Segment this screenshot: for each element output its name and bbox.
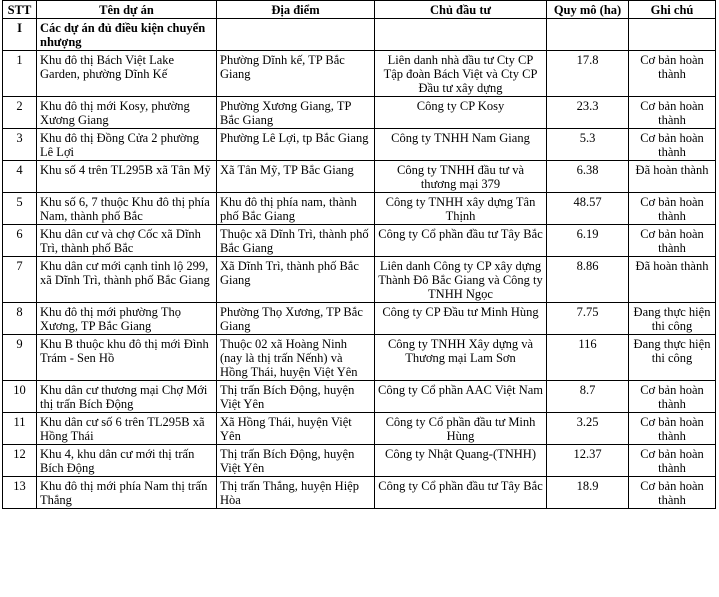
column-header-name: Tên dự án [37,1,217,19]
cell-place: Thuộc xã Dĩnh Trì, thành phố Bắc Giang [217,225,375,257]
cell-investor: Công ty Cổ phần AAC Việt Nam [375,381,547,413]
cell-scale: 6.19 [547,225,629,257]
table-header [3,1,716,19]
cell-name: Khu dân cư và chợ Cốc xã Dĩnh Trì, thành phố Bắc [37,225,217,257]
cell-stt: 9 [3,335,37,381]
cell-place: Thị trấn Thắng, huyện Hiệp Hòa [217,477,375,509]
cell-investor: Công ty TNHH xây dựng Tân Thịnh [375,193,547,225]
column-header-note: Ghi chú [629,1,716,19]
cell-name: Khu dân cư số 6 trên TL295B xã Hồng Thái [37,413,217,445]
cell-name: Khu dân cư thương mại Chợ Mới thị trấn Bích Động [37,381,217,413]
cell-investor: Công ty Cổ phần đầu tư Tây Bắc [375,477,547,509]
table-row [3,445,716,477]
cell-stt: 4 [3,161,37,193]
cell-note: Cơ bản hoàn thành [629,225,716,257]
cell-investor: Công ty Cổ phần đầu tư Tây Bắc [375,225,547,257]
table-row [3,129,716,161]
cell-name: Khu đô thị Bách Việt Lake Garden, phường Dĩnh Kế [37,51,217,97]
column-header-stt: STT [3,1,37,19]
cell-place: Thị trấn Bích Động, huyện Việt Yên [217,445,375,477]
cell-place: Phường Xương Giang, TP Bắc Giang [217,97,375,129]
cell-stt: 1 [3,51,37,97]
cell-stt: 6 [3,225,37,257]
cell-note: Cơ bản hoàn thành [629,477,716,509]
cell-scale: 12.37 [547,445,629,477]
table-row [3,51,716,97]
cell-place: Thị trấn Bích Động, huyện Việt Yên [217,381,375,413]
cell-investor: Công ty TNHH đầu tư và thương mại 379 [375,161,547,193]
table-row [3,97,716,129]
cell-scale: 18.9 [547,477,629,509]
cell-place: Thuộc 02 xã Hoàng Ninh (nay là thị trấn Nếnh) và Hồng Thái, huyện Việt Yên [217,335,375,381]
cell-investor [375,19,547,51]
cell-name: Khu đô thị mới phía Nam thị trấn Thắng [37,477,217,509]
cell-investor: Liên danh Công ty CP xây dựng Thành Đô Bắc Giang và Công ty TNHH Ngọc [375,257,547,303]
cell-place: Xã Tân Mỹ, TP Bắc Giang [217,161,375,193]
cell-name: Khu đô thị mới Kosy, phường Xương Giang [37,97,217,129]
cell-stt: 13 [3,477,37,509]
cell-place: Xã Hồng Thái, huyện Việt Yên [217,413,375,445]
cell-name: Khu đô thị mới phường Thọ Xương, TP Bắc Giang [37,303,217,335]
cell-stt: 10 [3,381,37,413]
cell-stt: 2 [3,97,37,129]
cell-stt: 8 [3,303,37,335]
table-row [3,303,716,335]
cell-scale: 7.75 [547,303,629,335]
cell-note: Đang thực hiện thi công [629,335,716,381]
table-row [3,161,716,193]
column-header-place: Địa điểm [217,1,375,19]
cell-name: Khu dân cư mới cạnh tỉnh lộ 299, xã Dĩnh Trì, thành phố Bắc Giang [37,257,217,303]
cell-name: Khu B thuộc khu đô thị mới Đình Trám - Sen Hồ [37,335,217,381]
cell-stt: 3 [3,129,37,161]
cell-note: Cơ bản hoàn thành [629,97,716,129]
cell-place: Phường Lê Lợi, tp Bắc Giang [217,129,375,161]
cell-investor: Công ty CP Đầu tư Minh Hùng [375,303,547,335]
cell-name: Khu đô thị Đồng Cửa 2 phường Lê Lợi [37,129,217,161]
table-header-row [3,1,716,19]
table-row [3,19,716,51]
cell-stt: 11 [3,413,37,445]
cell-place: Phường Thọ Xương, TP Bắc Giang [217,303,375,335]
cell-note: Cơ bản hoàn thành [629,129,716,161]
column-header-investor: Chủ đầu tư [375,1,547,19]
table-row [3,225,716,257]
cell-scale: 8.7 [547,381,629,413]
cell-note: Cơ bản hoàn thành [629,413,716,445]
cell-stt: I [3,19,37,51]
cell-scale: 5.3 [547,129,629,161]
cell-stt: 12 [3,445,37,477]
cell-scale [547,19,629,51]
cell-note: Đang thực hiện thi công [629,303,716,335]
cell-investor: Công ty TNHH Nam Giang [375,129,547,161]
cell-scale: 6.38 [547,161,629,193]
cell-name: Các dự án đủ điều kiện chuyển nhượng [37,19,217,51]
cell-place: Xã Dĩnh Trì, thành phố Bắc Giang [217,257,375,303]
cell-scale: 116 [547,335,629,381]
cell-investor: Công ty CP Kosy [375,97,547,129]
cell-note [629,19,716,51]
cell-scale: 48.57 [547,193,629,225]
cell-place [217,19,375,51]
table-row [3,477,716,509]
cell-note: Đã hoàn thành [629,257,716,303]
table-row [3,381,716,413]
cell-investor: Công ty Nhật Quang-(TNHH) [375,445,547,477]
cell-scale: 17.8 [547,51,629,97]
cell-name: Khu 4, khu dân cư mới thị trấn Bích Động [37,445,217,477]
table-row [3,335,716,381]
table-body [3,19,716,509]
cell-scale: 3.25 [547,413,629,445]
cell-note: Cơ bản hoàn thành [629,193,716,225]
table-row [3,257,716,303]
cell-name: Khu số 4 trên TL295B xã Tân Mỹ [37,161,217,193]
cell-investor: Công ty TNHH Xây dựng và Thương mại Lam Sơn [375,335,547,381]
cell-note: Cơ bản hoàn thành [629,381,716,413]
cell-note: Cơ bản hoàn thành [629,445,716,477]
table-row [3,413,716,445]
cell-place: Khu đô thị phía nam, thành phố Bắc Giang [217,193,375,225]
cell-stt: 7 [3,257,37,303]
cell-scale: 8.86 [547,257,629,303]
projects-table [2,0,716,509]
cell-name: Khu số 6, 7 thuộc Khu đô thị phía Nam, thành phố Bắc [37,193,217,225]
cell-investor: Công ty Cổ phần đầu tư Minh Hùng [375,413,547,445]
cell-note: Đã hoàn thành [629,161,716,193]
cell-investor: Liên danh nhà đầu tư Cty CP Tập đoàn Bách Việt và Cty CP Đầu tư xây dựng [375,51,547,97]
cell-place: Phường Dĩnh kế, TP Bắc Giang [217,51,375,97]
column-header-scale: Quy mô (ha) [547,1,629,19]
cell-note: Cơ bản hoàn thành [629,51,716,97]
table-row [3,193,716,225]
cell-scale: 23.3 [547,97,629,129]
cell-stt: 5 [3,193,37,225]
